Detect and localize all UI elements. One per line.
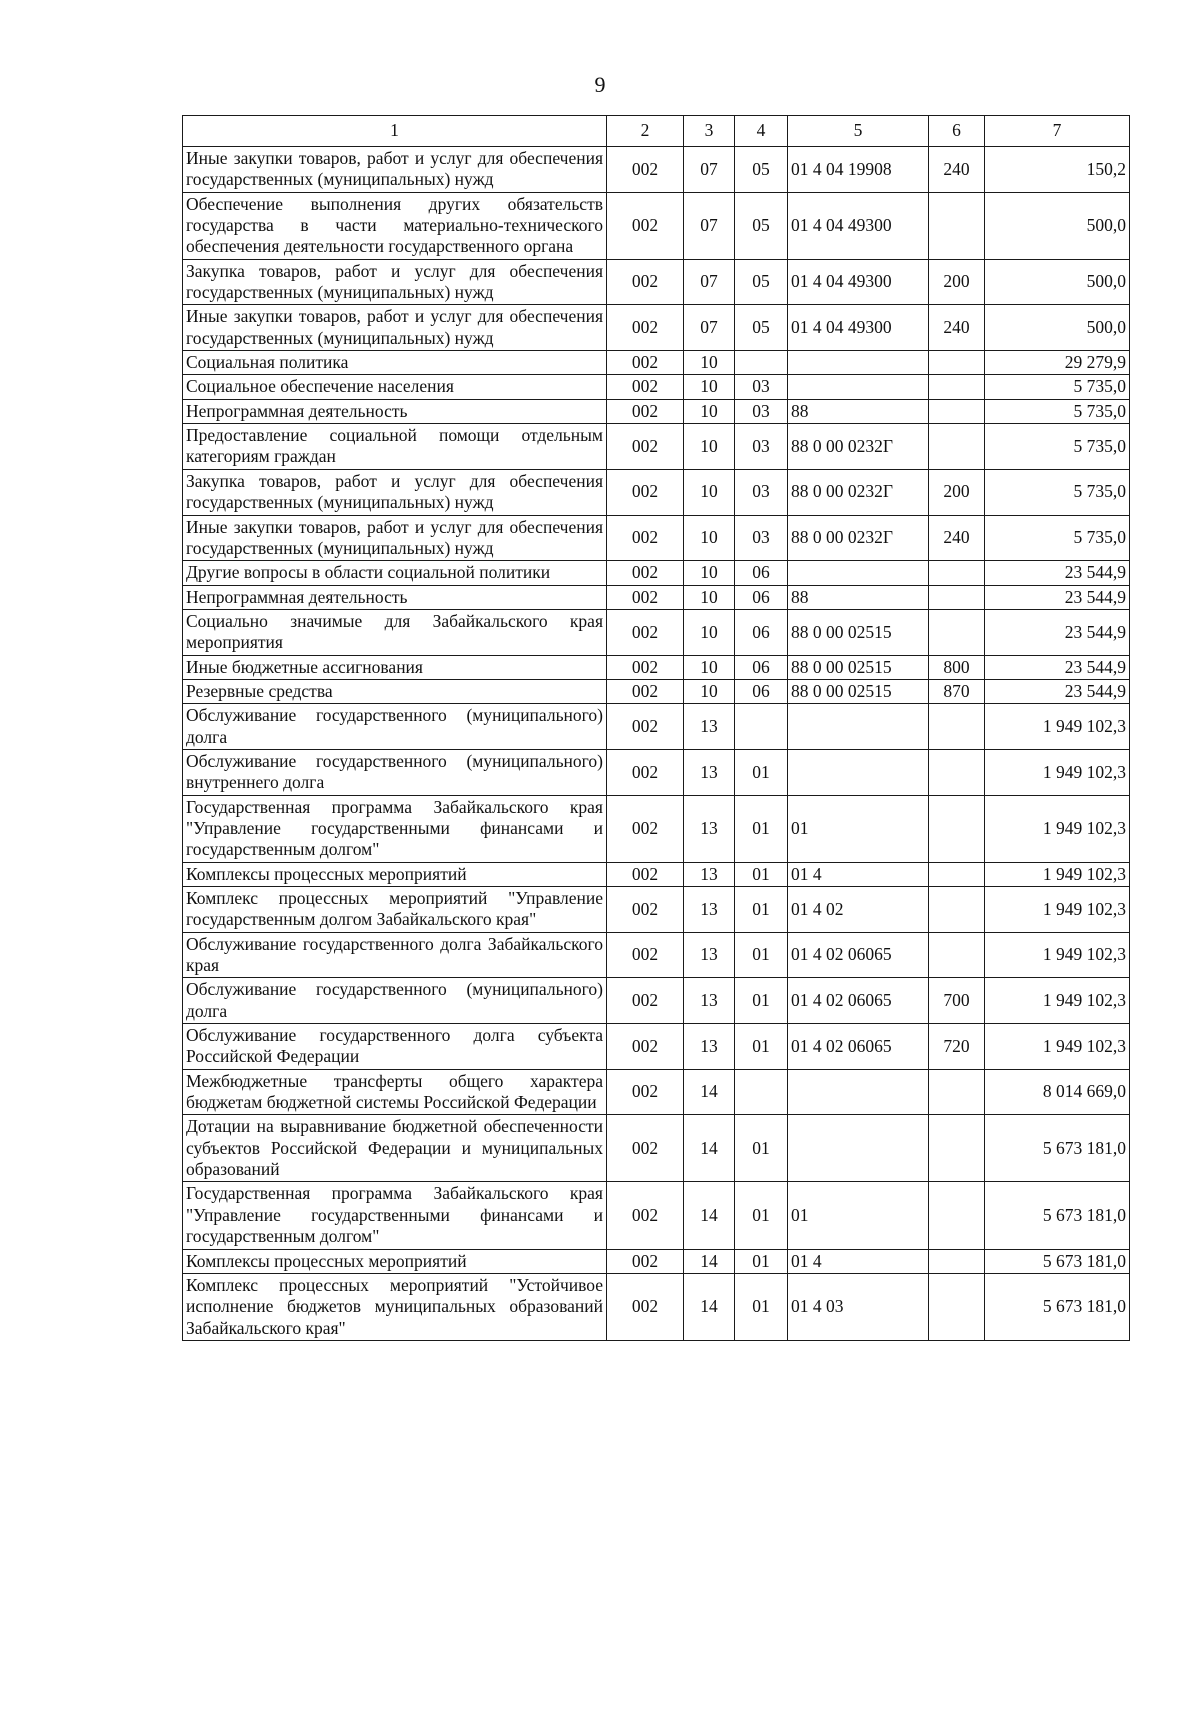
row-name-cell: Дотации на выравнивание бюджетной обеспеченности субъектов Российской Федерации и муниципальных образований <box>183 1115 607 1182</box>
row-target-code-cell: 01 4 03 <box>788 1273 929 1340</box>
row-admin-code-cell: 002 <box>607 585 684 609</box>
row-target-code-cell: 01 4 <box>788 1249 929 1273</box>
row-admin-code-cell: 002 <box>607 1249 684 1273</box>
row-expense-type-cell <box>929 609 985 655</box>
row-name-cell: Непрограммная деятельность <box>183 399 607 423</box>
table-row <box>183 561 1130 585</box>
row-admin-code-cell: 002 <box>607 424 684 470</box>
row-target-code-cell: 01 4 04 49300 <box>788 259 929 305</box>
row-amount-cell: 5 735,0 <box>985 375 1130 399</box>
row-target-code-cell <box>788 351 929 375</box>
row-name-cell: Обслуживание государственного (муниципального) долга <box>183 978 607 1024</box>
row-subsection-cell: 06 <box>735 609 788 655</box>
row-admin-code-cell: 002 <box>607 1069 684 1115</box>
row-target-code-cell <box>788 704 929 750</box>
row-admin-code-cell: 002 <box>607 515 684 561</box>
table-row <box>183 399 1130 423</box>
row-admin-code-cell: 002 <box>607 704 684 750</box>
row-subsection-cell: 01 <box>735 1249 788 1273</box>
row-target-code-cell <box>788 375 929 399</box>
row-expense-type-cell <box>929 1273 985 1340</box>
row-amount-cell: 1 949 102,3 <box>985 932 1130 978</box>
row-amount-cell: 500,0 <box>985 192 1130 259</box>
row-subsection-cell: 05 <box>735 192 788 259</box>
row-section-cell: 13 <box>684 978 735 1024</box>
row-expense-type-cell <box>929 1182 985 1249</box>
table-row <box>183 1115 1130 1182</box>
row-admin-code-cell: 002 <box>607 978 684 1024</box>
row-amount-cell: 500,0 <box>985 305 1130 351</box>
row-expense-type-cell <box>929 887 985 933</box>
row-subsection-cell: 05 <box>735 147 788 193</box>
row-section-cell: 14 <box>684 1182 735 1249</box>
row-amount-cell: 5 673 181,0 <box>985 1182 1130 1249</box>
row-section-cell: 07 <box>684 192 735 259</box>
column-header: 7 <box>985 116 1130 147</box>
row-section-cell: 07 <box>684 305 735 351</box>
row-section-cell: 10 <box>684 375 735 399</box>
page-number: 9 <box>594 72 606 97</box>
row-section-cell: 13 <box>684 887 735 933</box>
column-header: 2 <box>607 116 684 147</box>
row-subsection-cell: 01 <box>735 1024 788 1070</box>
row-name-cell: Резервные средства <box>183 679 607 703</box>
row-section-cell: 07 <box>684 147 735 193</box>
row-target-code-cell: 01 4 04 49300 <box>788 305 929 351</box>
row-admin-code-cell: 002 <box>607 1182 684 1249</box>
row-section-cell: 10 <box>684 679 735 703</box>
row-section-cell: 10 <box>684 609 735 655</box>
row-name-cell: Предоставление социальной помощи отдельным категориям граждан <box>183 424 607 470</box>
row-admin-code-cell: 002 <box>607 749 684 795</box>
row-subsection-cell: 01 <box>735 932 788 978</box>
row-name-cell: Межбюджетные трансферты общего характера бюджетам бюджетной системы Российской Федерации <box>183 1069 607 1115</box>
table-row <box>183 704 1130 750</box>
row-target-code-cell <box>788 1115 929 1182</box>
row-admin-code-cell: 002 <box>607 1115 684 1182</box>
row-admin-code-cell: 002 <box>607 1024 684 1070</box>
table-header-row <box>183 116 1130 147</box>
table-row <box>183 147 1130 193</box>
column-header: 3 <box>684 116 735 147</box>
table-row <box>183 1182 1130 1249</box>
table-row <box>183 192 1130 259</box>
table-row <box>183 375 1130 399</box>
table-row <box>183 424 1130 470</box>
row-expense-type-cell: 240 <box>929 305 985 351</box>
row-expense-type-cell <box>929 932 985 978</box>
row-amount-cell: 5 735,0 <box>985 424 1130 470</box>
row-expense-type-cell <box>929 862 985 886</box>
table-row <box>183 978 1130 1024</box>
table-row <box>183 655 1130 679</box>
row-expense-type-cell <box>929 585 985 609</box>
row-name-cell: Непрограммная деятельность <box>183 585 607 609</box>
table-row <box>183 1273 1130 1340</box>
row-expense-type-cell: 200 <box>929 469 985 515</box>
row-target-code-cell: 88 <box>788 585 929 609</box>
row-target-code-cell: 88 0 00 0232Г <box>788 424 929 470</box>
row-expense-type-cell: 800 <box>929 655 985 679</box>
row-name-cell: Социальное обеспечение населения <box>183 375 607 399</box>
row-amount-cell: 1 949 102,3 <box>985 887 1130 933</box>
row-amount-cell: 5 735,0 <box>985 399 1130 423</box>
row-amount-cell: 29 279,9 <box>985 351 1130 375</box>
row-subsection-cell: 01 <box>735 749 788 795</box>
row-expense-type-cell <box>929 424 985 470</box>
table-row <box>183 862 1130 886</box>
row-admin-code-cell: 002 <box>607 1273 684 1340</box>
row-target-code-cell: 01 4 04 19908 <box>788 147 929 193</box>
column-header: 1 <box>183 116 607 147</box>
row-name-cell: Комплекс процессных мероприятий "Устойчивое исполнение бюджетов муниципальных образований Забайкальского края" <box>183 1273 607 1340</box>
row-expense-type-cell <box>929 192 985 259</box>
row-name-cell: Комплексы процессных мероприятий <box>183 1249 607 1273</box>
row-admin-code-cell: 002 <box>607 561 684 585</box>
row-subsection-cell: 03 <box>735 515 788 561</box>
row-expense-type-cell: 240 <box>929 147 985 193</box>
row-target-code-cell: 01 4 <box>788 862 929 886</box>
row-amount-cell: 23 544,9 <box>985 679 1130 703</box>
row-subsection-cell: 03 <box>735 375 788 399</box>
row-expense-type-cell <box>929 1069 985 1115</box>
table-body <box>183 147 1130 1341</box>
row-name-cell: Обеспечение выполнения других обязательств государства в части материально-технического обеспечения деятельности государственного органа <box>183 192 607 259</box>
row-admin-code-cell: 002 <box>607 795 684 862</box>
row-amount-cell: 5 673 181,0 <box>985 1115 1130 1182</box>
row-target-code-cell: 88 0 00 0232Г <box>788 515 929 561</box>
row-admin-code-cell: 002 <box>607 305 684 351</box>
row-expense-type-cell <box>929 351 985 375</box>
row-subsection-cell: 01 <box>735 795 788 862</box>
row-section-cell: 14 <box>684 1249 735 1273</box>
row-section-cell: 10 <box>684 561 735 585</box>
row-name-cell: Государственная программа Забайкальского края "Управление государственными финансами и государственным долгом" <box>183 1182 607 1249</box>
row-target-code-cell: 88 0 00 02515 <box>788 609 929 655</box>
row-amount-cell: 5 735,0 <box>985 515 1130 561</box>
row-admin-code-cell: 002 <box>607 351 684 375</box>
row-target-code-cell: 88 0 00 02515 <box>788 655 929 679</box>
column-header: 5 <box>788 116 929 147</box>
row-target-code-cell: 01 4 04 49300 <box>788 192 929 259</box>
row-name-cell: Комплексы процессных мероприятий <box>183 862 607 886</box>
row-subsection-cell: 01 <box>735 978 788 1024</box>
column-header: 6 <box>929 116 985 147</box>
row-name-cell: Иные закупки товаров, работ и услуг для обеспечения государственных (муниципальных) нужд <box>183 305 607 351</box>
table-row <box>183 1249 1130 1273</box>
row-admin-code-cell: 002 <box>607 469 684 515</box>
row-subsection-cell: 01 <box>735 1273 788 1340</box>
row-subsection-cell: 03 <box>735 424 788 470</box>
row-section-cell: 14 <box>684 1273 735 1340</box>
table-row <box>183 795 1130 862</box>
row-section-cell: 14 <box>684 1069 735 1115</box>
row-amount-cell: 23 544,9 <box>985 609 1130 655</box>
row-amount-cell: 1 949 102,3 <box>985 978 1130 1024</box>
row-name-cell: Другие вопросы в области социальной политики <box>183 561 607 585</box>
row-section-cell: 07 <box>684 259 735 305</box>
row-section-cell: 13 <box>684 795 735 862</box>
row-amount-cell: 23 544,9 <box>985 561 1130 585</box>
row-name-cell: Государственная программа Забайкальского края "Управление государственными финансами и государственным долгом" <box>183 795 607 862</box>
row-target-code-cell: 01 4 02 06065 <box>788 978 929 1024</box>
row-subsection-cell <box>735 1069 788 1115</box>
table-row <box>183 609 1130 655</box>
row-section-cell: 13 <box>684 749 735 795</box>
row-admin-code-cell: 002 <box>607 679 684 703</box>
row-name-cell: Закупка товаров, работ и услуг для обеспечения государственных (муниципальных) нужд <box>183 469 607 515</box>
row-section-cell: 10 <box>684 351 735 375</box>
row-target-code-cell: 88 0 00 0232Г <box>788 469 929 515</box>
row-amount-cell: 5 673 181,0 <box>985 1273 1130 1340</box>
row-admin-code-cell: 002 <box>607 192 684 259</box>
row-subsection-cell: 06 <box>735 561 788 585</box>
row-section-cell: 10 <box>684 585 735 609</box>
table-row <box>183 305 1130 351</box>
row-target-code-cell <box>788 1069 929 1115</box>
table-row <box>183 259 1130 305</box>
row-target-code-cell <box>788 561 929 585</box>
row-name-cell: Обслуживание государственного (муниципального) внутреннего долга <box>183 749 607 795</box>
row-section-cell: 13 <box>684 1024 735 1070</box>
row-amount-cell: 500,0 <box>985 259 1130 305</box>
row-section-cell: 10 <box>684 424 735 470</box>
row-amount-cell: 1 949 102,3 <box>985 862 1130 886</box>
row-name-cell: Социально значимые для Забайкальского края мероприятия <box>183 609 607 655</box>
row-amount-cell: 1 949 102,3 <box>985 795 1130 862</box>
row-amount-cell: 8 014 669,0 <box>985 1069 1130 1115</box>
row-amount-cell: 1 949 102,3 <box>985 1024 1130 1070</box>
row-section-cell: 10 <box>684 515 735 561</box>
row-subsection-cell: 03 <box>735 469 788 515</box>
row-admin-code-cell: 002 <box>607 932 684 978</box>
row-section-cell: 13 <box>684 862 735 886</box>
table-row <box>183 887 1130 933</box>
row-subsection-cell <box>735 351 788 375</box>
row-admin-code-cell: 002 <box>607 399 684 423</box>
row-target-code-cell: 01 <box>788 795 929 862</box>
row-subsection-cell <box>735 704 788 750</box>
row-name-cell: Обслуживание государственного (муниципального) долга <box>183 704 607 750</box>
row-amount-cell: 1 949 102,3 <box>985 749 1130 795</box>
budget-table <box>182 115 1130 1341</box>
row-admin-code-cell: 002 <box>607 655 684 679</box>
row-name-cell: Обслуживание государственного долга субъекта Российской Федерации <box>183 1024 607 1070</box>
row-subsection-cell: 01 <box>735 1182 788 1249</box>
row-admin-code-cell: 002 <box>607 609 684 655</box>
row-admin-code-cell: 002 <box>607 147 684 193</box>
row-amount-cell: 5 735,0 <box>985 469 1130 515</box>
row-name-cell: Иные закупки товаров, работ и услуг для обеспечения государственных (муниципальных) нужд <box>183 515 607 561</box>
row-name-cell: Иные закупки товаров, работ и услуг для обеспечения государственных (муниципальных) нужд <box>183 147 607 193</box>
row-admin-code-cell: 002 <box>607 887 684 933</box>
table-row <box>183 469 1130 515</box>
row-amount-cell: 23 544,9 <box>985 655 1130 679</box>
row-name-cell: Обслуживание государственного долга Забайкальского края <box>183 932 607 978</box>
row-subsection-cell: 05 <box>735 259 788 305</box>
row-subsection-cell: 06 <box>735 679 788 703</box>
row-expense-type-cell: 240 <box>929 515 985 561</box>
row-subsection-cell: 05 <box>735 305 788 351</box>
row-expense-type-cell: 870 <box>929 679 985 703</box>
row-amount-cell: 150,2 <box>985 147 1130 193</box>
row-admin-code-cell: 002 <box>607 375 684 399</box>
row-expense-type-cell <box>929 795 985 862</box>
row-name-cell: Закупка товаров, работ и услуг для обеспечения государственных (муниципальных) нужд <box>183 259 607 305</box>
row-subsection-cell: 06 <box>735 585 788 609</box>
row-amount-cell: 23 544,9 <box>985 585 1130 609</box>
row-expense-type-cell <box>929 1249 985 1273</box>
row-admin-code-cell: 002 <box>607 862 684 886</box>
row-expense-type-cell: 720 <box>929 1024 985 1070</box>
row-target-code-cell: 88 0 00 02515 <box>788 679 929 703</box>
table-row <box>183 515 1130 561</box>
row-expense-type-cell <box>929 1115 985 1182</box>
row-target-code-cell: 01 4 02 06065 <box>788 932 929 978</box>
row-amount-cell: 1 949 102,3 <box>985 704 1130 750</box>
row-section-cell: 10 <box>684 469 735 515</box>
table-row <box>183 1024 1130 1070</box>
row-section-cell: 13 <box>684 704 735 750</box>
column-header: 4 <box>735 116 788 147</box>
row-expense-type-cell: 700 <box>929 978 985 1024</box>
row-expense-type-cell <box>929 749 985 795</box>
row-name-cell: Иные бюджетные ассигнования <box>183 655 607 679</box>
row-section-cell: 10 <box>684 655 735 679</box>
row-target-code-cell: 01 4 02 06065 <box>788 1024 929 1070</box>
row-section-cell: 14 <box>684 1115 735 1182</box>
table-row <box>183 351 1130 375</box>
row-subsection-cell: 01 <box>735 887 788 933</box>
row-admin-code-cell: 002 <box>607 259 684 305</box>
row-expense-type-cell <box>929 375 985 399</box>
row-expense-type-cell <box>929 704 985 750</box>
row-amount-cell: 5 673 181,0 <box>985 1249 1130 1273</box>
row-name-cell: Комплекс процессных мероприятий "Управление государственным долгом Забайкальского края" <box>183 887 607 933</box>
row-target-code-cell: 01 4 02 <box>788 887 929 933</box>
row-subsection-cell: 06 <box>735 655 788 679</box>
row-target-code-cell: 01 <box>788 1182 929 1249</box>
table-row <box>183 679 1130 703</box>
row-subsection-cell: 01 <box>735 862 788 886</box>
row-target-code-cell: 88 <box>788 399 929 423</box>
row-expense-type-cell: 200 <box>929 259 985 305</box>
row-expense-type-cell <box>929 399 985 423</box>
row-subsection-cell: 01 <box>735 1115 788 1182</box>
row-subsection-cell: 03 <box>735 399 788 423</box>
row-expense-type-cell <box>929 561 985 585</box>
table-row <box>183 1069 1130 1115</box>
row-section-cell: 10 <box>684 399 735 423</box>
table-row <box>183 585 1130 609</box>
table-row <box>183 932 1130 978</box>
row-name-cell: Социальная политика <box>183 351 607 375</box>
row-target-code-cell <box>788 749 929 795</box>
row-section-cell: 13 <box>684 932 735 978</box>
table-row <box>183 749 1130 795</box>
